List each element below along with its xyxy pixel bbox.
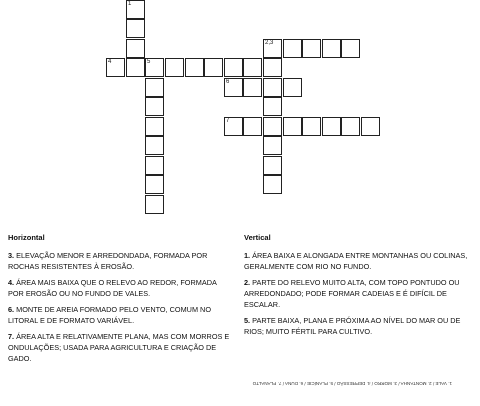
clue-1: 1. ÁREA BAIXA E ALONGADA ENTRE MONTANHAS OU COLINAS, GERALMENTE COM RIO NO FUNDO. [244, 251, 468, 271]
clue-number-6: 6 [226, 79, 230, 85]
cell-7-across-6[interactable] [322, 117, 341, 136]
cell-4-across-1[interactable] [106, 58, 125, 77]
cell-1-down-3[interactable] [126, 39, 145, 58]
clue-7: 7. ÁREA ALTA E RELATIVAMENTE PLANA, MAS COM MORROS E ONDULAÇÕES; USADA PARA AGRICULTURA E CRIAÇÃO DE GADO. [8, 332, 230, 363]
cell-3-across-5[interactable] [341, 39, 360, 58]
vertical-clues [244, 233, 474, 342]
cell-2-down-8[interactable] [263, 175, 282, 194]
cell-6-across-2[interactable] [243, 78, 262, 97]
cell-7-across-4[interactable] [283, 117, 302, 136]
cell-3-across-1[interactable] [263, 39, 282, 58]
clue-6: 6. MONTE DE AREIA FORMADO PELO VENTO, COMUM NO LITORAL E DE FORMATO VARIÁVEL. [8, 305, 211, 325]
cell-7-across-1[interactable] [224, 117, 243, 136]
clue-5: 5. PARTE BAIXA, PLANA E PRÓXIMA AO NÍVEL DO MAR OU DE RIOS; MUITO FÉRTIL PARA CULTIVO. [244, 316, 461, 336]
clue-number-7: 7 [226, 118, 230, 124]
cell-4-across-4[interactable] [165, 58, 184, 77]
horizontal-clues [8, 233, 230, 369]
cell-5-down-4[interactable] [145, 117, 164, 136]
cell-1-down-4[interactable] [126, 58, 145, 77]
cell-7-across-8[interactable] [361, 117, 380, 136]
horizontal-heading: Horizontal [8, 233, 45, 242]
clue-number-5: 5 [147, 59, 151, 65]
cell-2-down-7[interactable] [263, 156, 282, 175]
cell-5-down-6[interactable] [145, 156, 164, 175]
vertical-heading: Vertical [244, 233, 271, 242]
cell-5-down-5[interactable] [145, 136, 164, 155]
cell-1-down-2[interactable] [126, 19, 145, 38]
cell-3-across-3[interactable] [302, 39, 321, 58]
cell-2-down-4[interactable] [263, 97, 282, 116]
cell-7-across-5[interactable] [302, 117, 321, 136]
clue-4: 4. ÁREA MAIS BAIXA QUE O RELEVO AO REDOR, FORMADA POR EROSÃO OU NO FUNDO DE VALES. [8, 278, 217, 298]
cell-6-across-1[interactable] [224, 78, 243, 97]
cell-7-across-3[interactable] [263, 117, 282, 136]
cell-4-across-6[interactable] [204, 58, 223, 77]
answer-key-upside-down: 1. VALE / 2. MONTANHA / 3. MORRO / 4. DEPRESSÃO / 5. PLANÍCIE / 6. DUNA / 7. PLANALTO [252, 381, 452, 386]
cell-7-across-7[interactable] [341, 117, 360, 136]
clue-number-4: 4 [108, 59, 112, 65]
cell-3-across-2[interactable] [283, 39, 302, 58]
cell-6-across-4[interactable] [283, 78, 302, 97]
clue-number-2-3: 2,3 [265, 40, 274, 46]
clue-number-1: 1 [128, 1, 132, 7]
clue-3: 3. ELEVAÇÃO MENOR E ARREDONDADA, FORMADA POR ROCHAS RESISTENTES À EROSÃO. [8, 251, 208, 271]
cell-6-across-3[interactable] [263, 78, 282, 97]
cell-4-across-7[interactable] [224, 58, 243, 77]
cell-4-across-8[interactable] [243, 58, 262, 77]
cell-5-down-3[interactable] [145, 97, 164, 116]
cell-2-down-6[interactable] [263, 136, 282, 155]
cell-3-across-4[interactable] [322, 39, 341, 58]
cell-7-across-2[interactable] [243, 117, 262, 136]
cell-5-down-8[interactable] [145, 195, 164, 214]
cell-4-across-5[interactable] [185, 58, 204, 77]
cell-4-across-3[interactable] [145, 58, 164, 77]
clue-2: 2. PARTE DO RELEVO MUITO ALTA, COM TOPO PONTUDO OU ARREDONDADO; PODE FORMAR CADEIAS E É DIFÍCIL DE ESCALAR. [244, 278, 460, 309]
cell-4-across-9[interactable] [263, 58, 282, 77]
cell-5-down-7[interactable] [145, 175, 164, 194]
cell-5-down-2[interactable] [145, 78, 164, 97]
cell-1-down-1[interactable] [126, 0, 145, 19]
